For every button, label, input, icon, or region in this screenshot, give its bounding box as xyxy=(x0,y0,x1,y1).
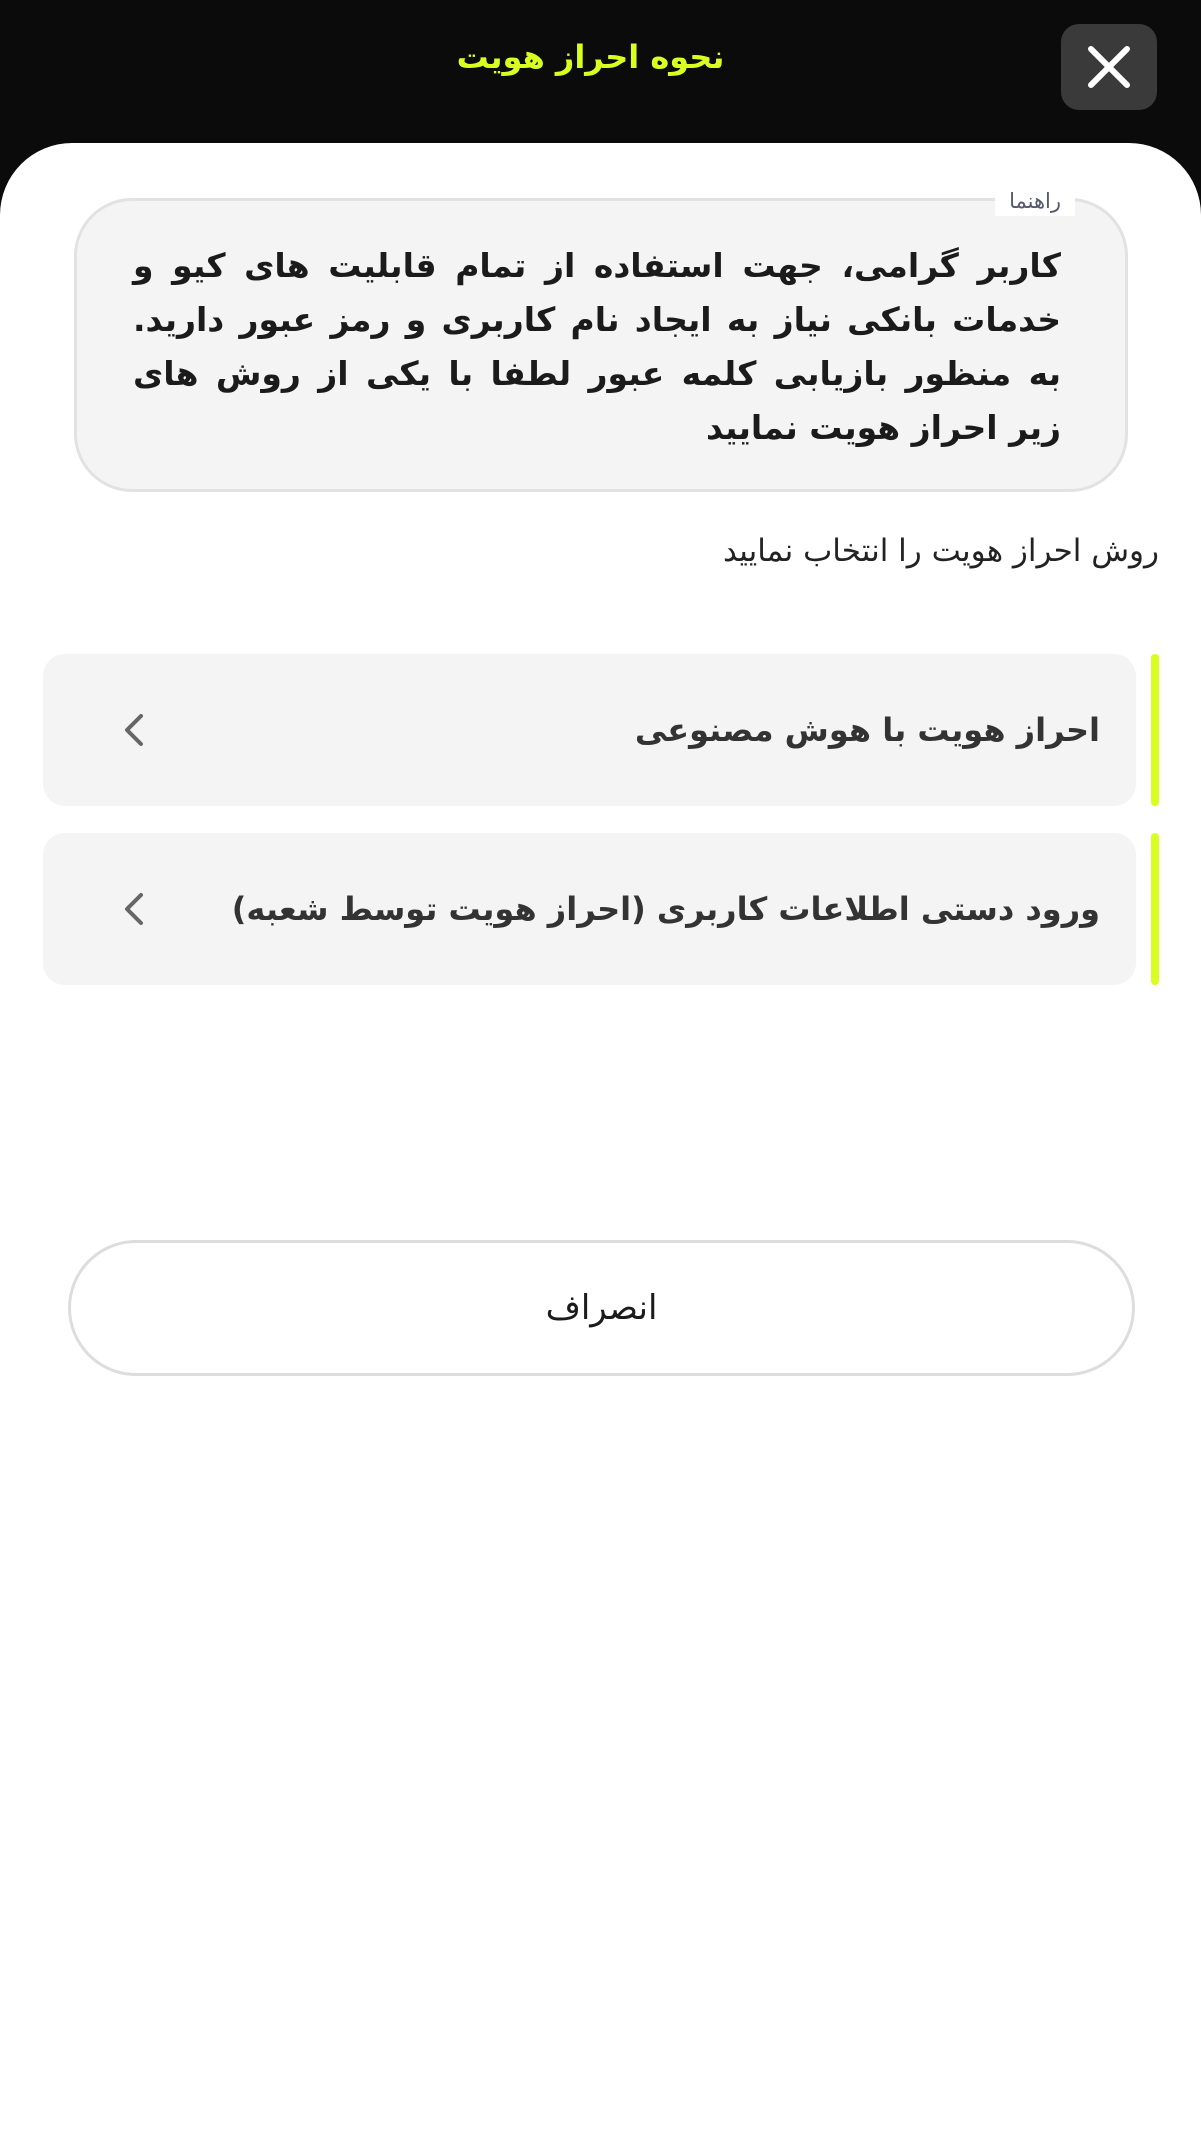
close-icon xyxy=(1087,45,1131,89)
option-accent-bar xyxy=(1151,654,1159,806)
method-prompt: روش احراز هویت را انتخاب نمایید xyxy=(722,533,1159,569)
bottom-sheet xyxy=(0,143,1201,2135)
method-option-label: ورود دستی اطلاعات کاربری (احراز هویت توسط شعبه) xyxy=(231,890,1100,928)
guide-box xyxy=(74,189,1128,492)
option-accent-bar xyxy=(1151,833,1159,985)
method-option-ai[interactable] xyxy=(43,654,1136,806)
chevron-left-icon xyxy=(113,708,157,752)
method-option-label: احراز هویت با هوش مصنوعی xyxy=(634,711,1100,749)
page-title: نحوه احراز هویت xyxy=(456,38,725,76)
cancel-button-label: انصراف xyxy=(545,1288,658,1328)
cancel-button[interactable] xyxy=(68,1240,1135,1376)
top-bar xyxy=(0,0,1201,150)
chevron-left-icon xyxy=(113,887,157,931)
close-button[interactable] xyxy=(1061,24,1157,110)
method-option-branch[interactable] xyxy=(43,833,1136,985)
guide-text: کاربر گرامی، جهت استفاده از تمام قابلیت های کیو و خدمات بانکی نیاز به ایجاد نام کاربری و رمز عبور دارید. به منظور بازیابی کلمه عبور لطفا با یکی از روش های زیر احراز هویت نمایید xyxy=(133,246,1061,447)
guide-label: راهنما xyxy=(995,186,1075,216)
